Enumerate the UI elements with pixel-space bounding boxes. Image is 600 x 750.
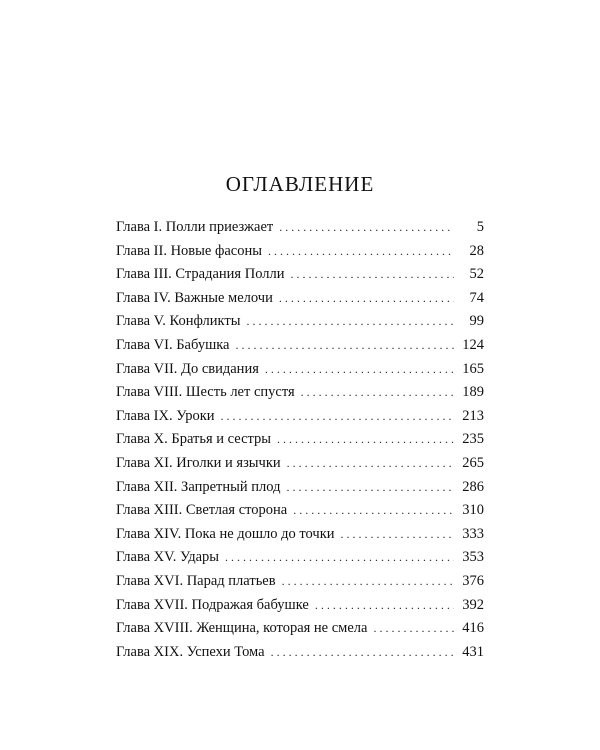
toc-leader-dots xyxy=(279,216,454,240)
toc-leader-dots xyxy=(373,617,454,641)
toc-entry-label: Глава I. Полли приезжает xyxy=(116,219,274,235)
toc-entry[interactable] xyxy=(116,546,484,570)
toc-entry-label: Глава II. Новые фасоны xyxy=(116,242,262,259)
toc-entry[interactable] xyxy=(116,216,484,240)
toc-entry[interactable] xyxy=(116,594,484,618)
toc-leader-dots xyxy=(282,570,454,594)
toc-entry-label: Глава VII. До свидания xyxy=(116,360,259,377)
toc-entry-label: Глава XVI. Парад платьев xyxy=(116,572,276,589)
toc-leader-dots xyxy=(315,594,454,618)
toc-entry[interactable] xyxy=(116,570,484,594)
toc-entry-page: 28 xyxy=(469,242,484,259)
toc-entry-page: 416 xyxy=(462,620,484,637)
toc-entry-label: Глава XIII. Светлая сторона xyxy=(116,502,288,519)
toc-leader-dots xyxy=(221,405,454,429)
toc-leader-dots xyxy=(291,263,455,287)
toc-entry-page: 392 xyxy=(462,596,484,613)
toc-title: ОГЛАВЛЕНИЕ xyxy=(225,172,375,196)
toc-entry-label: Глава XI. Иголки и язычки xyxy=(116,454,281,471)
toc-entry-page: 213 xyxy=(462,407,484,424)
toc-entry-page: 189 xyxy=(462,384,484,401)
toc-leader-dots xyxy=(301,381,454,405)
toc-entry-page: 431 xyxy=(462,643,484,660)
toc-entry-page: 286 xyxy=(462,478,484,495)
toc-entry[interactable] xyxy=(116,287,484,311)
toc-entry-label: Глава XIV. Пока не дошло до точки xyxy=(116,525,335,542)
toc-entry[interactable] xyxy=(116,476,484,500)
toc-entry-label: Глава VIII. Шесть лет спустя xyxy=(116,384,295,401)
toc-leader-dots xyxy=(268,240,454,264)
toc-entry-page: 235 xyxy=(462,431,484,448)
toc-entry-label: Глава XV. Удары xyxy=(116,549,220,566)
toc-leader-dots xyxy=(225,546,454,570)
toc-entry-page: 265 xyxy=(462,454,484,471)
toc-leader-dots xyxy=(286,476,454,500)
toc-leader-dots xyxy=(341,523,454,547)
toc-entry[interactable] xyxy=(116,617,484,641)
toc-entry[interactable] xyxy=(116,405,484,429)
toc-entry-label: Глава XII. Запретный плод xyxy=(116,478,281,495)
toc-entry-label: Глава XVIII. Женщина, которая не смела xyxy=(116,620,368,637)
toc-leader-dots xyxy=(236,334,455,358)
toc-entry-label: Глава VI. Бабушка xyxy=(116,336,230,353)
toc-entry-label: Глава IX. Уроки xyxy=(116,407,215,424)
toc-entry[interactable] xyxy=(116,263,484,287)
toc-entry-page: 74 xyxy=(469,289,484,306)
toc-entry[interactable] xyxy=(116,334,484,358)
toc-entry[interactable] xyxy=(116,523,484,547)
toc-entry-label: Глава XIX. Успехи Тома xyxy=(116,643,265,660)
toc-entry[interactable] xyxy=(116,240,484,264)
toc-entry[interactable] xyxy=(116,358,484,382)
toc-entry-page: 99 xyxy=(469,313,484,330)
toc-entry-page: 310 xyxy=(462,502,484,519)
toc-entry-label: Глава III. Страдания Полли xyxy=(116,266,285,283)
toc-entry-label: Глава IV. Важные мелочи xyxy=(116,289,273,306)
toc-entry[interactable] xyxy=(116,310,484,334)
toc-entry-page: 52 xyxy=(469,266,484,283)
toc-entry[interactable] xyxy=(116,452,484,476)
toc-leader-dots xyxy=(293,499,454,523)
toc-entry-page: 376 xyxy=(462,572,484,589)
toc-entry-page: 5 xyxy=(476,219,484,235)
toc-entry-label: Глава V. Конфликты xyxy=(116,313,241,330)
toc-entry-page: 124 xyxy=(462,336,484,353)
toc-entry-page: 353 xyxy=(462,549,484,566)
toc-entry[interactable] xyxy=(116,381,484,405)
toc-entry-label: Глава X. Братья и сестры xyxy=(116,431,272,448)
toc-leader-dots xyxy=(287,452,454,476)
toc-entry-page: 333 xyxy=(462,525,484,542)
toc-leader-dots xyxy=(277,428,454,452)
toc-entry-page: 165 xyxy=(462,360,484,377)
toc-list xyxy=(116,216,484,664)
toc-entry[interactable] xyxy=(116,641,484,665)
toc-leader-dots xyxy=(271,641,454,665)
toc-leader-dots xyxy=(246,310,454,334)
toc-entry-label: Глава XVII. Подражая бабушке xyxy=(116,596,309,613)
toc-leader-dots xyxy=(265,358,454,382)
toc-entry[interactable] xyxy=(116,499,484,523)
toc-leader-dots xyxy=(279,287,454,311)
toc-entry[interactable] xyxy=(116,428,484,452)
